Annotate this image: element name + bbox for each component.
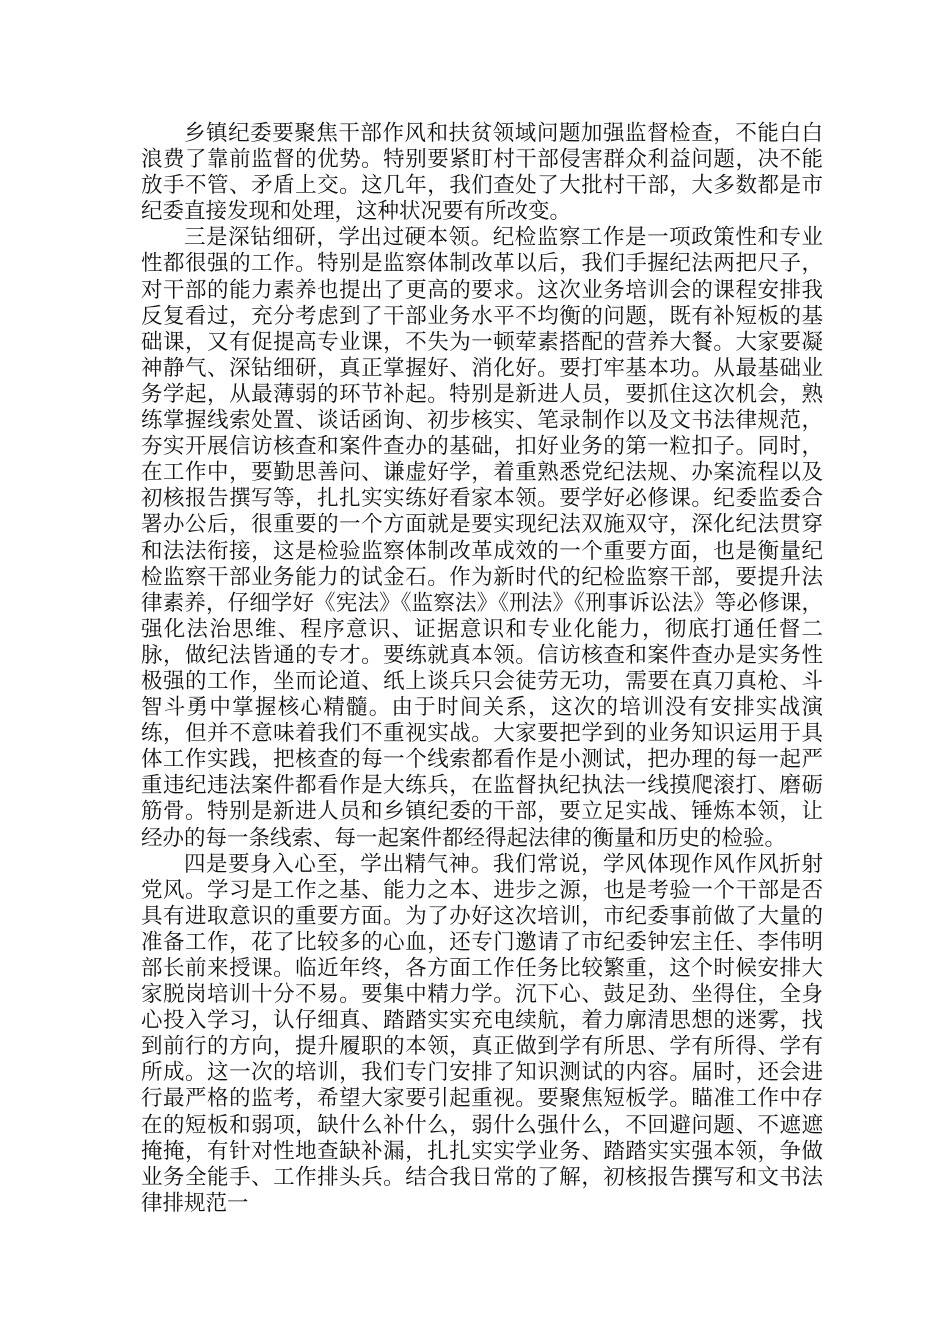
paragraph-1: 乡镇纪委要聚焦干部作风和扶贫领域问题加强监督检查，不能白白浪费了靠前监督的优势。特别要紧盯村干部侵害群众利益问题，决不能放手不管、矛盾上交。这几年，我们查处了大批村干部，大多数都是市纪委直接发现和处理，这种状况要有所改变。 [141, 121, 823, 225]
paragraph-3: 四是要身入心至，学出精气神。我们常说，学风体现作风作风折射党风。学习是工作之基、能力之本、进步之源，也是考验一个干部是否具有进取意识的重要方面。为了办好这次培训，市纪委事前做了大量的准备工作，花了比较多的心血，还专门邀请了市纪委钟宏主任、李伟明部长前来授课。临近年终，各方面工作任务比较繁重，这个时候安排大家脱岗培训十分不易。要集中精力学。沉下心、鼓足劲、坐得住，全身心投入学习，认仔细真、踏踏实实充电续航，着力廓清思想的迷雾，找到前行的方向，提升履职的本领，真正做到学有所思、学有所得、学有所成。这一次的培训，我们专门安排了知识测试的内容。届时，还会进行最严格的监考，希望大家要引起重视。要聚焦短板学。瞄准工作中存在的短板和弱项，缺什么补什么，弱什么强什么，不回避问题、不遮遮掩掩，有针对性地查缺补漏，扎扎实实学业务、踏踏实实强本领，争做业务全能手、工作排头兵。结合我日常的了解，初核报告撰写和文书法律排规范一 [141, 851, 823, 1216]
body-text [141, 121, 823, 1217]
paragraph-2: 三是深钻细研，学出过硬本领。纪检监察工作是一项政策性和专业性都很强的工作。特别是监察体制改革以后，我们手握纪法两把尺子，对干部的能力素养也提出了更高的要求。这次业务培训会的课程安排我反复看过，充分考虑到了干部业务水平不均衡的问题，既有补短板的基础课，又有促提高专业课，不失为一顿荤素搭配的营养大餐。大家要凝神静气、深钻细研，真正掌握好、消化好。要打牢基本功。从最基础业务学起，从最薄弱的环节补起。特别是新进人员，要抓住这次机会，熟练掌握线索处置、谈话函询、初步核实、笔录制作以及文书法律规范，夯实开展信访核查和案件查办的基础，扣好业务的第一粒扣子。同时，在工作中，要勤思善问、谦虚好学，着重熟悉党纪法规、办案流程以及初核报告撰写等，扎扎实实练好看家本领。要学好必修课。纪委监委合署办公后，很重要的一个方面就是要实现纪法双施双守，深化纪法贯穿和法法衔接，这是检验监察体制改革成效的一个重要方面，也是衡量纪检监察干部业务能力的试金石。作为新时代的纪检监察干部，要提升法律素养，仔细学好《宪法》《监察法》《刑法》《刑事诉讼法》等必修课，强化法治思维、程序意识、证据意识和专业化能力，彻底打通任督二脉，做纪法皆通的专才。要练就真本领。信访核查和案件查办是实务性极强的工作，坐而论道、纸上谈兵只会徒劳无功，需要在真刀真枪、斗智斗勇中掌握核心精髓。由于时间关系，这次的培训没有安排实战演练，但并不意味着我们不重视实战。大家要把学到的业务知识运用于具体工作实践，把核查的每一个线索都看作是小测试，把办理的每一起严重违纪违法案件都看作是大练兵，在监督执纪执法一线摸爬滚打、磨砺筋骨。特别是新进人员和乡镇纪委的干部，要立足实战、锤炼本领，让经办的每一条线索、每一起案件都经得起法律的衡量和历史的检验。 [141, 225, 823, 851]
